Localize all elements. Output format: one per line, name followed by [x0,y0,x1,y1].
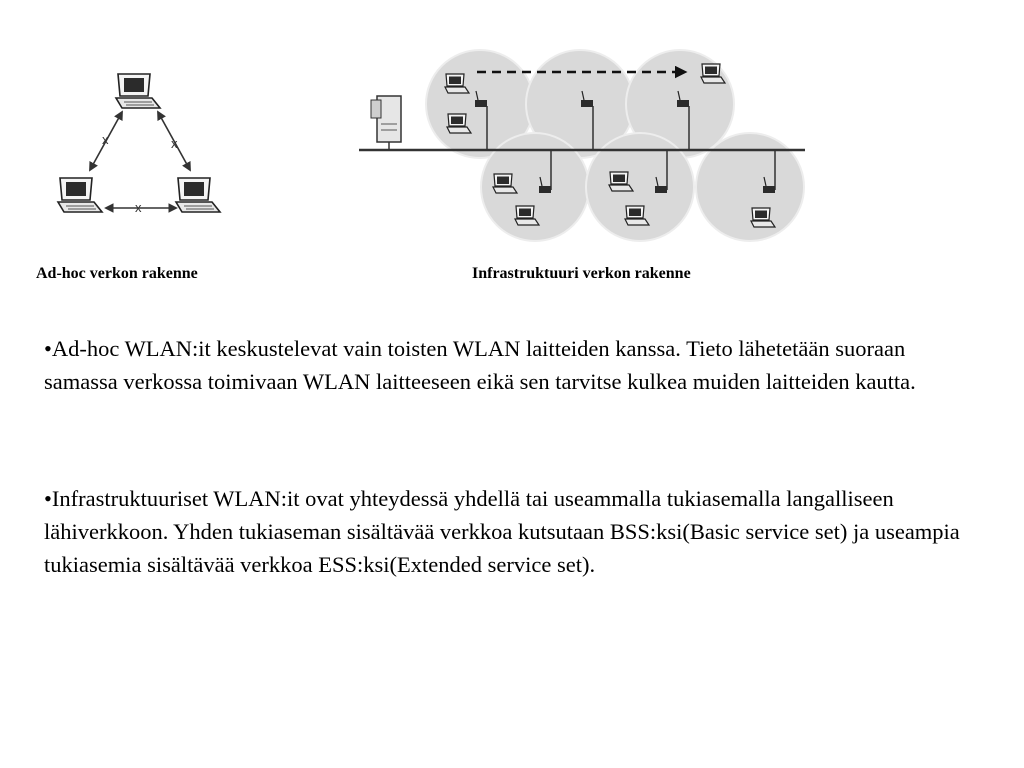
adhoc-network-diagram [40,60,240,230]
infrastructure-caption: Infrastruktuuri verkon rakenne [472,265,691,282]
laptop-icon [176,178,220,212]
server-icon [371,96,401,150]
laptop-icon [116,74,160,108]
link-mark: x [171,136,178,151]
bullet-infrastructure-description: •Infrastruktuuriset WLAN:it ovat yhteydessä yhdellä tai useammalla tukiasemalla langalliseen lähiverkkoon. Yhden tukiaseman sisältävää verkkoa kutsutaan BSS:ksi(Basic service set) ja useampia tukiasemia sisältävää verkkoa ESS:ksi(Extended service set). [44,486,960,577]
link-mark: x [135,200,142,215]
adhoc-caption: Ad-hoc verkon rakenne [36,265,198,282]
laptop-icon [58,178,102,212]
coverage-cells [426,50,804,241]
infrastructure-network-diagram [355,44,815,244]
bullet-adhoc-description: •Ad-hoc WLAN:it keskustelevat vain toisten WLAN laitteiden kanssa. Tieto lähetetään suoraan samassa verkossa toimivaan WLAN laitteeseen eikä sen tarvitse kulkea muiden laitteiden kautta. [44,336,916,394]
link-mark: x [102,132,109,147]
